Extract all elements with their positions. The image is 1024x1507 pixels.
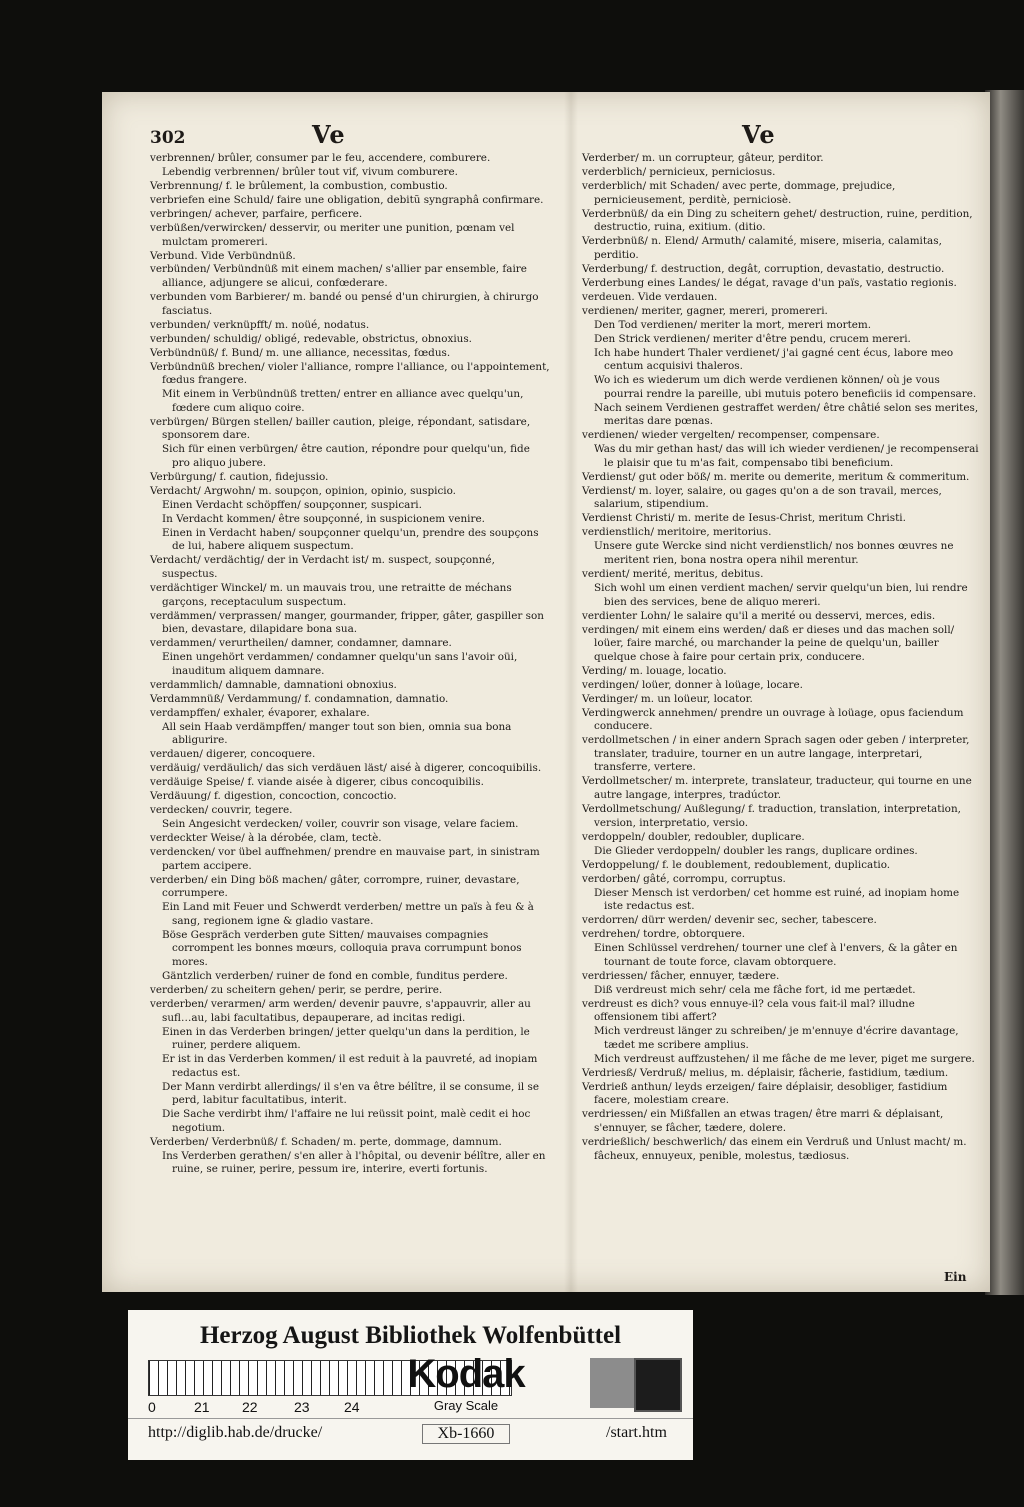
dictionary-entry: Verbürgung/ f. caution, fidejussio. xyxy=(150,470,329,483)
dictionary-entry: Verdingwerck annehmen/ prendre un ouvrage à loüage, opus faciendum conducere. xyxy=(582,706,964,733)
scan-edge xyxy=(985,90,1024,1295)
dictionary-entry: Einen Schlüssel verdrehen/ tourner une clef à l'envers, & la gâter en tournant de toute force, clavam obtorquere. xyxy=(594,942,958,968)
color-card xyxy=(128,1310,693,1460)
dictionary-entry: Verbund. Vide Verbündnüß. xyxy=(150,249,296,262)
dictionary-entry: verdriessen/ fâcher, ennuyer, tædere. xyxy=(582,969,780,982)
running-head-left: Ve xyxy=(312,120,346,149)
dictionary-entry: verdingen/ mit einem eins werden/ daß er dieses und das machen soll/ loüer, faire marché, ou marchander la peine de quelqu'un, bailler quelque chose à faire pour certain prix, conducere. xyxy=(582,623,955,663)
dictionary-entry: Verderbung eines Landes/ le dégat, ravage d'un païs, vastatio regionis. xyxy=(582,276,957,289)
dictionary-entry: Die Glieder verdoppeln/ doubler les rangs, duplicare ordines. xyxy=(594,844,918,857)
ruler-number: 24 xyxy=(344,1399,360,1415)
dictionary-entry: Verderbnüß/ da ein Ding zu scheitern gehet/ destruction, ruine, perdition, destructio, ruina, exitium. (ditio. xyxy=(582,207,973,234)
dictionary-entry: verdammen/ verurtheilen/ damner, condamner, damnare. xyxy=(150,637,452,650)
dictionary-entry: Mich verdreust auffzustehen/ il me fâche de me lever, piget me surgere. xyxy=(594,1052,975,1065)
dictionary-entry: Nach seinem Verdienen gestraffet werden/ être châtié selon ses merites, meritas dare pœnas. xyxy=(594,401,979,428)
dictionary-entry: All sein Haab verdämpffen/ manger tout son bien, omnia sua bona abligurire. xyxy=(162,720,512,747)
dictionary-entry: verbrennen/ brûler, consumer par le feu, accendere, comburere. xyxy=(150,152,491,164)
dictionary-entry: Verdienst Christi/ m. merite de Iesus-Christ, meritum Christi. xyxy=(582,512,906,525)
dictionary-entry: verbriefen eine Schuld/ faire une obligation, debitũ syngraphâ confirmare. xyxy=(150,193,544,206)
start-link: /start.htm xyxy=(606,1424,667,1441)
dictionary-entry: verdäuige Speise/ f. viande aisée à digerer, cibus concoquibilis. xyxy=(150,776,484,789)
left-column xyxy=(150,152,550,1177)
dictionary-entry: verdrießlich/ beschwerlich/ das einem ein Verdruß und Unlust macht/ m. fâcheux, ennuyeux, penible, molestus, tædiosus. xyxy=(582,1135,967,1162)
dictionary-entry: Wo ich es wiederum um dich werde verdienen können/ où je vous pourrai rendre la pareille, ubi mutuis potero beneficiis id compensare. xyxy=(594,374,977,400)
shelfmark: Xb-1660 xyxy=(422,1424,510,1444)
gray-patch xyxy=(590,1358,634,1408)
dictionary-entry: Verdriesß/ Verdruß/ melius, m. déplaisir, fâcherie, fastidium, tædium. xyxy=(582,1066,949,1079)
dictionary-entry: Verdoppelung/ f. le doublement, redoublement, duplicatio. xyxy=(582,858,891,871)
dictionary-entry: verdammlich/ damnable, damnationi obnoxius. xyxy=(150,678,397,691)
dictionary-entry: Was du mir gethan hast/ das will ich wieder verdienen/ je recompenserai le plaisir que tu m'as fait, compensabo tibi beneficium. xyxy=(594,443,979,469)
dictionary-entry: verdorben/ gâté, corrompu, corruptus. xyxy=(582,872,786,885)
dictionary-entry: Verbrennung/ f. le brûlement, la combustion, combustio. xyxy=(150,179,448,192)
dictionary-entry: verbürgen/ Bürgen stellen/ bailler caution, pleige, répondant, satisdare, sponsorem dare. xyxy=(150,415,531,442)
dictionary-entry: Diß verdreust mich sehr/ cela me fâche fort, id me pertædet. xyxy=(594,983,916,996)
dictionary-entry: Gäntzlich verderben/ ruiner de fond en comble, funditus perdere. xyxy=(162,970,508,983)
book-page xyxy=(102,92,990,1292)
column-gutter xyxy=(564,92,578,1292)
dictionary-entry: Verdrieß anthun/ leyds erzeigen/ faire déplaisir, desobliger, fastidium facere, molestiam creare. xyxy=(582,1080,948,1107)
dictionary-entry: Einen ungehört verdammen/ condamner quelqu'un sans l'avoir oüi, inauditum aliquem damnare. xyxy=(162,651,518,677)
dictionary-entry: Einen in das Verderben bringen/ jetter quelqu'un dans la perdition, le ruiner, perdere aliquem. xyxy=(162,1025,530,1052)
dictionary-entry: verbüßen/verwircken/ desservir, ou meriter une punition, pœnam vel mulctam promereri. xyxy=(150,221,515,248)
dictionary-entry: Verderbnüß/ n. Elend/ Armuth/ calamité, misere, miseria, calamitas, perditio. xyxy=(582,235,942,261)
ruler-number: 21 xyxy=(194,1399,210,1415)
dictionary-entry: verdeckter Weise/ à la dérobée, clam, tectè. xyxy=(150,832,382,845)
dictionary-entry: Er ist in das Verderben kommen/ il est reduit à la pauvreté, ad inopiam redactus est. xyxy=(162,1053,538,1079)
dictionary-entry: verbunden/ verknüpfft/ m. noüé, nodatus. xyxy=(150,318,370,331)
dictionary-entry: verdienen/ meriter, gagner, mereri, promereri. xyxy=(582,304,828,317)
dictionary-entry: verderblich/ pernicieux, perniciosus. xyxy=(582,165,776,178)
dictionary-entry: Verdinger/ m. un loüeur, locator. xyxy=(582,692,753,705)
dictionary-entry: Mit einem in Verbündnüß tretten/ entrer en alliance avec quelqu'un, fœdere cum aliquo coire. xyxy=(162,388,524,414)
ruler-number: 23 xyxy=(294,1399,310,1415)
dictionary-entry: Den Strick verdienen/ meriter d'être pendu, crucem mereri. xyxy=(594,332,911,345)
dictionary-entry: Verbündnüß/ f. Bund/ m. une alliance, necessitas, fœdus. xyxy=(150,346,451,359)
library-title: Herzog August Bibliothek Wolfenbüttel xyxy=(199,1322,622,1349)
dictionary-entry: Verderbung/ f. destruction, degât, corruption, devastatio, destructio. xyxy=(582,262,945,275)
ruler-number: 0 xyxy=(148,1399,156,1415)
ruler-number: 22 xyxy=(242,1399,258,1415)
library-url: http://diglib.hab.de/drucke/ xyxy=(148,1424,323,1441)
dictionary-entry: verdächtiger Winckel/ m. un mauvais trou, une retraitte de méchans garçons, receptaculum suspectum. xyxy=(150,582,512,608)
dictionary-entry: verdämmen/ verprassen/ manger, gourmander, fripper, gâter, gaspiller son bien, devastare, dilapidare bona sua. xyxy=(150,609,544,636)
dictionary-entry: verdollmetschen / in einer andern Sprach sagen oder geben / interpreter, translater, traduire, tourner en un autre langage, interpretari, transferre, vertere. xyxy=(582,734,970,774)
dictionary-entry: Verderben/ Verderbnüß/ f. Schaden/ m. perte, dommage, damnum. xyxy=(150,1135,502,1148)
dictionary-entry: verderben/ verarmen/ arm werden/ devenir pauvre, s'appauvrir, aller au sufl…au, labi facultatibus, depauperare, ad incitas redigi. xyxy=(150,998,531,1024)
dictionary-entry: verbunden/ schuldig/ obligé, redevable, obstrictus, obnoxius. xyxy=(150,332,472,345)
dictionary-entry: Verdienst/ m. loyer, salaire, ou gages qu'on a de son travail, merces, salarium, stipendium. xyxy=(582,484,942,511)
dictionary-entry: verdoppeln/ doubler, redoubler, duplicare. xyxy=(582,830,805,843)
dictionary-entry: verdeuen. Vide verdauen. xyxy=(582,290,718,303)
dictionary-entry: Verdollmetschung/ Außlegung/ f. traduction, translation, interpretation, version, interpretatio, versio. xyxy=(582,803,961,829)
dictionary-entry: Ins Verderben gerathen/ s'en aller à l'hôpital, ou devenir bélître, aller en ruine, se ruiner, perire, pessum ire, interire, everti fortunis. xyxy=(162,1149,546,1176)
dictionary-entry: Dieser Mensch ist verdorben/ cet homme est ruiné, ad inopiam home iste redactus est. xyxy=(594,886,960,913)
dictionary-entry: Verdacht/ Argwohn/ m. soupçon, opinion, opinio, suspicio. xyxy=(150,484,456,497)
dictionary-entry: Der Mann verdirbt allerdings/ il s'en va être bélître, il se consume, il se perd, labitur facultatibus, interit. xyxy=(162,1080,540,1107)
dictionary-entry: verdienstlich/ meritoire, meritorius. xyxy=(582,526,772,539)
dictionary-entry: Verdienst/ gut oder böß/ m. merite ou demerite, meritum & commeritum. xyxy=(582,470,970,483)
dictionary-entry: Sich wohl um einen verdient machen/ servir quelqu'un bien, lui rendre bien des services, bene de aliquo mereri. xyxy=(594,582,968,608)
dictionary-entry: verdrehen/ tordre, obtorquere. xyxy=(582,928,746,941)
dictionary-entry: Den Tod verdienen/ meriter la mort, mereri mortem. xyxy=(594,318,872,331)
running-head-right: Ve xyxy=(742,120,776,149)
dictionary-entry: verdauen/ digerer, concoquere. xyxy=(150,748,316,761)
dictionary-entry: verderben/ ein Ding böß machen/ gâter, corrompre, ruiner, devastare, corrumpere. xyxy=(150,873,520,900)
dictionary-entry: Böse Gespräch verderben gute Sitten/ mauvaises compagnies corrompent les bonnes mœurs, colloquia prava corrumpunt bonos mores. xyxy=(162,928,522,969)
dictionary-entry: verdorren/ dürr werden/ devenir sec, secher, tabescere. xyxy=(582,914,877,927)
gray-scale-label: Gray Scale xyxy=(433,1398,499,1413)
dictionary-entry: verbringen/ achever, parfaire, perficere. xyxy=(150,207,363,220)
right-column xyxy=(582,152,980,1163)
dictionary-entry: Unsere gute Wercke sind nicht verdienstlich/ nos bonnes œuvres ne meritent rien, bona nostra opera nihil merentur. xyxy=(594,540,954,567)
card-divider xyxy=(128,1418,693,1419)
dictionary-entry: Einen Verdacht schöpffen/ soupçonner, suspicari. xyxy=(162,498,422,511)
dictionary-entry: verbünden/ Verbündnüß mit einem machen/ s'allier par ensemble, faire alliance, adjungere se alicui, confœderare. xyxy=(150,263,527,290)
dictionary-entry: verdient/ merité, meritus, debitus. xyxy=(582,568,764,581)
catchword: Ein xyxy=(944,1270,967,1284)
dictionary-entry: Verderber/ m. un corrupteur, gâteur, perditor. xyxy=(582,152,824,164)
dictionary-entry: verdampffen/ exhaler, évaporer, exhalare. xyxy=(150,706,370,719)
dictionary-entry: verbunden vom Barbierer/ m. bandé ou pensé d'un chirurgien, à chirurgo fasciatus. xyxy=(150,291,539,317)
dictionary-entry: Verbündnüß brechen/ violer l'alliance, rompre l'alliance, ou l'appointement, fœdus frangere. xyxy=(150,360,550,387)
dictionary-entry: verdencken/ vor übel auffnehmen/ prendre en mauvaise part, in sinistram partem accipere. xyxy=(150,846,540,872)
dictionary-entry: Ein Land mit Feuer und Schwerdt verderben/ mettre un païs à feu & à sang, regionem igne & gladio vastare. xyxy=(162,901,534,927)
dictionary-entry: verdienen/ wieder vergelten/ recompenser, compensare. xyxy=(582,429,880,442)
dictionary-entry: Die Sache verdirbt ihm/ l'affaire ne lui reüssit point, malè cedit ei hoc negotium. xyxy=(162,1108,531,1134)
dictionary-entry: Verdollmetscher/ m. interprete, translateur, traducteur, qui tourne en une autre langage, interpres, tradúctor. xyxy=(582,775,972,802)
page-number: 302 xyxy=(150,128,186,148)
dictionary-entry: Verding/ m. louage, locatio. xyxy=(582,664,727,677)
dictionary-entry: Sein Angesicht verdecken/ voiler, couvrir son visage, velare faciem. xyxy=(162,818,519,831)
dictionary-entry: verdingen/ loüer, donner à loüage, locare. xyxy=(582,678,803,691)
dictionary-entry: verdienter Lohn/ le salaire qu'il a merité ou desservi, merces, edis. xyxy=(582,609,936,622)
black-patch xyxy=(634,1358,682,1412)
dictionary-entry: Einen in Verdacht haben/ soupçonner quelqu'un, prendre des soupçons de lui, habere aliquem suspectum. xyxy=(162,526,539,553)
dictionary-entry: Verdacht/ verdächtig/ der in Verdacht ist/ m. suspect, soupçonné, suspectus. xyxy=(150,554,495,581)
dictionary-entry: Verdäuung/ f. digestion, concoction, concoctio. xyxy=(150,790,397,803)
dictionary-entry: verdreust es dich? vous ennuye-il? cela vous fait-il mal? illudne offensionem tibi affert? xyxy=(582,997,915,1024)
dictionary-entry: In Verdacht kommen/ être soupçonné, in suspicionem venire. xyxy=(162,512,485,525)
dictionary-entry: verderblich/ mit Schaden/ avec perte, dommage, prejudice, pernicieusement, perditè, perniciosè. xyxy=(582,179,896,206)
dictionary-entry: verdriessen/ ein Mißfallen an etwas tragen/ être marri & déplaisant, s'ennuyer, se fâcher, tædere, dolere. xyxy=(582,1108,944,1134)
dictionary-entry: verdäuig/ verdäulich/ das sich verdäuen läst/ aisé à digerer, concoquibilis. xyxy=(150,762,542,775)
dictionary-entry: verderben/ zu scheitern gehen/ perir, se perdre, perire. xyxy=(150,984,443,997)
dictionary-entry: Sich für einen verbürgen/ être caution, répondre pour quelqu'un, fide pro aliquo jubere. xyxy=(162,443,530,469)
dictionary-entry: verdecken/ couvrir, tegere. xyxy=(150,804,293,817)
dictionary-entry: Lebendig verbrennen/ brûler tout vif, vivum comburere. xyxy=(162,165,458,178)
dictionary-entry: Mich verdreust länger zu schreiben/ je m'ennuye d'écrire davantage, tædet me scribere amplius. xyxy=(594,1025,959,1051)
dictionary-entry: Verdammnüß/ Verdammung/ f. condamnation, damnatio. xyxy=(150,692,449,705)
kodak-logo: Kodak xyxy=(407,1352,525,1396)
dictionary-entry: Ich habe hundert Thaler verdienet/ j'ai gagné cent écus, labore meo centum acquisivi thaleros. xyxy=(594,346,954,373)
